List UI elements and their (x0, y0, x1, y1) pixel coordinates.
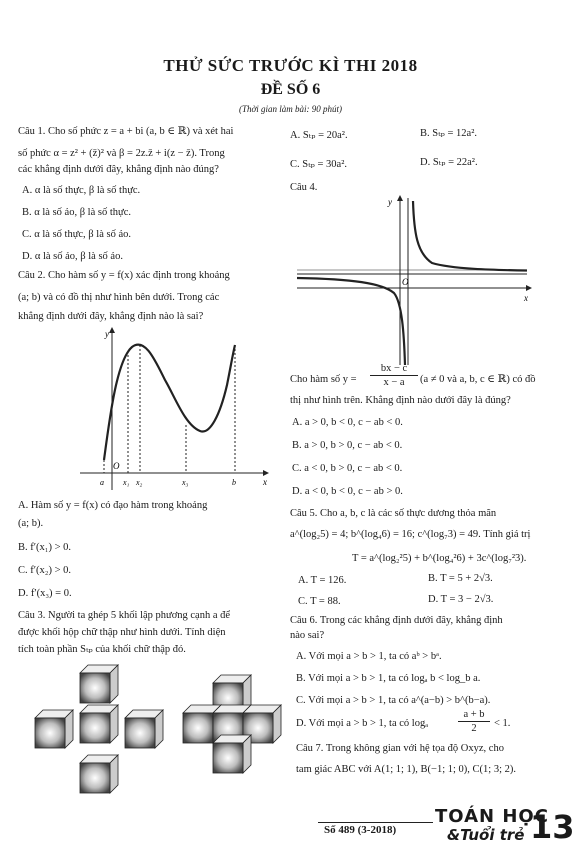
q2-option-a-line1: A. Hàm số y = f(x) có đạo hàm trong khoảng (18, 500, 208, 511)
q4-option-d: D. a < 0, b < 0, c − ab > 0. (292, 486, 403, 497)
q5-option-b: B. T = 5 + 2√3. (428, 573, 493, 584)
q6-option-d-fraction (458, 708, 490, 735)
q4-fraction-denominator: x − a (383, 377, 405, 388)
q2-tick-b: b (232, 478, 236, 487)
exam-subtitle: ĐỀ SỐ 6 (260, 81, 321, 98)
page-number: 13 (530, 808, 575, 846)
q4-option-c: C. a < 0, b > 0, c − ab < 0. (292, 463, 403, 474)
q4-option-a: A. a > 0, b < 0, c − ab < 0. (292, 417, 403, 428)
cube-top (80, 665, 118, 703)
q5-option-c: C. T = 88. (298, 596, 341, 607)
q2-option-b: B. f′(x₁) > 0. (18, 542, 71, 553)
q3-option-d: D. Sₜₚ = 22a². (420, 157, 478, 168)
q5-option-a: A. T = 126. (298, 575, 347, 586)
footer-divider (318, 822, 433, 823)
q5-formula: T = a^(log₂²5) + b^(log₄²6) + 3c^(log₇²3). (352, 553, 527, 564)
q2-option-a-line2: (a; b). (18, 518, 44, 529)
q2-tick-x3: x₃ (182, 478, 189, 487)
exam-title: THỬ SỨC TRƯỚC KÌ THI 2018 (163, 56, 418, 75)
q6-fraction-numerator: a + b (458, 708, 490, 722)
q3-cross-cubes-figure (25, 660, 283, 810)
q1-option-c: C. α là số thực, β là số ảo. (22, 229, 131, 240)
q2-option-d: D. f′(x₃) = 0. (18, 588, 72, 599)
q4-origin-label: O (402, 277, 409, 287)
q4-y-label: y (388, 197, 392, 207)
q5-line1: Câu 5. Cho a, b, c là các số thực dương thỏa mãn (290, 508, 497, 519)
q2-y-label: y (105, 329, 109, 339)
q3-option-c: C. Sₜₚ = 30a². (290, 159, 347, 170)
q2-tick-x1: x₁ (123, 478, 130, 487)
q4-hyperbola-graph (292, 193, 537, 368)
q2-line1: Câu 2. Cho hàm số y = f(x) xác định trong khoảng (18, 270, 230, 281)
q3-line3: tích toàn phần Sₜₚ của khối chữ thập đó. (18, 644, 186, 655)
q2-function-graph (75, 325, 270, 495)
q7-line2: tam giác ABC với A(1; 1; 1), B(−1; 1; 0), C(1; 3; 2). (296, 764, 517, 775)
q4-stem-line2: thị như hình trên. Khẳng định nào dưới đây là đúng? (290, 395, 511, 406)
q4-option-b: B. a > 0, b > 0, c − ab < 0. (292, 440, 403, 451)
q6-option-b: B. Với mọi a > b > 1, ta có logₐ b < log_b a. (296, 673, 481, 684)
q3-option-b: B. Sₜₚ = 12a². (420, 128, 477, 139)
q2-line3: khẳng định dưới đây, khẳng định nào là sai? (18, 311, 204, 322)
q6-line2: nào sai? (290, 630, 325, 641)
brand-logo-bottom: &Tuổi trẻ (447, 826, 525, 844)
q5-option-d: D. T = 3 − 2√3. (428, 594, 494, 605)
q4-stem-part2: (a ≠ 0 và a, b, c ∈ ℝ) có đồ (420, 374, 536, 385)
q4-x-label: x (524, 293, 528, 303)
q4-stem-part1: Cho hàm số y = (290, 374, 357, 385)
q2-line2: (a; b) và có đồ thị như hình bên dưới. Trong các (18, 292, 220, 303)
q3-line2: được khối hộp chữ thập như hình dưới. Tính diện (18, 627, 226, 638)
q6-option-a: A. Với mọi a > b > 1, ta có aᵇ > bᵃ. (296, 651, 442, 662)
q2-tick-a: a (100, 478, 104, 487)
q7-line1: Câu 7. Trong không gian với hệ tọa độ Oxyz, cho (296, 743, 504, 754)
brand-logo-top: TOÁN HỌC (435, 806, 549, 827)
q2-origin-label: O (113, 461, 120, 471)
q1-line2: số phức α = z² + (z̄)² và β = 2z.z̄ + i(z − z̄). Trong (18, 148, 225, 159)
q3-option-a: A. Sₜₚ = 20a². (290, 130, 348, 141)
q1-line1: Câu 1. Cho số phức z = a + bi (a, b ∈ ℝ) và xét hai (18, 126, 234, 137)
q2-x-label: x (263, 477, 267, 487)
q6-option-d-part2: < 1. (494, 718, 511, 729)
q5-line2: a^(log₂5) = 4; b^(log₄6) = 16; c^(log₇3) = 49. Tính giá trị (290, 529, 531, 540)
q4-label: Câu 4. (290, 182, 318, 193)
q1-option-d: D. α là số ảo, β là số ảo. (22, 251, 123, 262)
q1-option-b: B. α là số ảo, β là số thực. (22, 207, 131, 218)
q3-line1: Câu 3. Người ta ghép 5 khối lập phương cạnh a để (18, 610, 231, 621)
time-note: (Thời gian làm bài: 90 phút) (238, 104, 343, 114)
q2-tick-x2: x₂ (136, 478, 143, 487)
issue-number: Số 489 (3-2018) (324, 824, 397, 836)
q6-option-d-part1: D. Với mọi a > b > 1, ta có logₐ (296, 718, 429, 729)
q6-fraction-denominator: 2 (471, 723, 477, 734)
q2-option-c: C. f′(x₂) > 0. (18, 565, 71, 576)
q6-line1: Câu 6. Trong các khẳng định dưới đây, khẳng định (290, 615, 503, 626)
q1-option-a: A. α là số thực, β là số thực. (22, 185, 141, 196)
q4-fraction (370, 362, 418, 389)
q4-fraction-numerator: bx − c (370, 362, 418, 376)
q6-option-c: C. Với mọi a > b > 1, ta có a^(a−b) > b^(b−a). (296, 695, 491, 706)
q1-line3: các khẳng định dưới đây, khẳng định nào đúng? (18, 164, 219, 175)
